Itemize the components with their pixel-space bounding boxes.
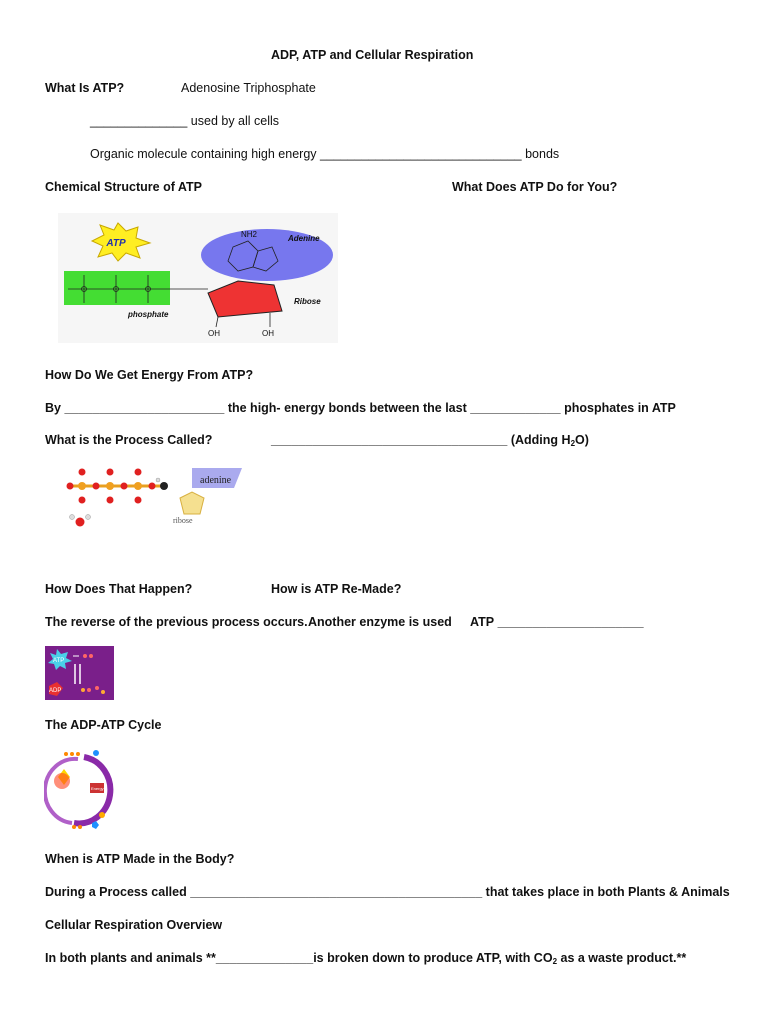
fill-blank[interactable]: _____________________________ [320, 147, 522, 161]
oh-label-2: OH [262, 329, 274, 338]
plants-mid: is broken down to produce ATP, with CO [313, 951, 553, 965]
used-by-all-cells-line [90, 113, 279, 129]
atp-blank-line [470, 614, 644, 630]
plants-end: as a waste product.** [557, 951, 687, 965]
atp-structure-diagram [58, 213, 338, 343]
page-title: ADP, ATP and Cellular Respiration [271, 48, 474, 62]
atp-label: ATP [53, 658, 65, 664]
water-oxygen [76, 518, 85, 527]
ribose-label: ribose [173, 516, 193, 525]
enzyme-text: Another enzyme is used [308, 615, 452, 629]
cycle-heading: The ADP-ATP Cycle [45, 718, 162, 732]
what-does-atp-heading: What Does ATP Do for You? [452, 180, 618, 194]
plants-prefix: In both plants and animals ** [45, 951, 216, 965]
by-end-text: phosphates in ATP [560, 401, 676, 415]
during-end-text: that takes place in both Plants & Animals [482, 885, 730, 899]
what-is-atp-answer: Adenosine Triphosphate [181, 81, 316, 95]
chem-structure-heading: Chemical Structure of ATP [45, 180, 202, 194]
plants-line [45, 950, 686, 966]
during-text: During a Process called [45, 885, 191, 899]
during-line [45, 884, 730, 900]
phosphate-label: phosphate [128, 310, 169, 319]
process-answer-line [271, 432, 589, 448]
when-heading: When is ATP Made in the Body? [45, 852, 235, 866]
high-energy-line [90, 146, 559, 162]
carbon-atom [160, 482, 168, 490]
by-line [45, 400, 676, 416]
atp-star-label: ATP [106, 238, 126, 249]
by-mid-text: the high- energy bonds between the last [224, 401, 471, 415]
adenine-label: adenine [200, 475, 232, 486]
fill-blank[interactable]: __________________________________________ [190, 885, 483, 899]
reverse-text: The reverse of the previous process occurs. [45, 615, 308, 629]
energy-heading: How Do We Get Energy From ATP? [45, 368, 254, 382]
fill-blank[interactable]: _____________ [470, 401, 561, 415]
fill-blank[interactable]: ______________ [215, 951, 314, 965]
atp-text: ATP [470, 615, 495, 629]
adp-atp-cycle-diagram [44, 745, 124, 833]
ribose-label: Ribose [294, 297, 321, 306]
how-happen-heading: How Does That Happen? [45, 582, 193, 596]
how-remade-heading: How is ATP Re-Made? [271, 582, 402, 596]
overview-heading: Cellular Respiration Overview [45, 918, 223, 932]
cycle-arrow-left [45, 759, 78, 823]
fill-blank[interactable]: ______________ [90, 114, 188, 128]
adp-label: ADP [49, 688, 62, 694]
process-note-suffix: O) [575, 433, 589, 447]
line-text: Organic molecule containing high energy [90, 147, 320, 161]
process-note: (Adding H [507, 433, 571, 447]
nh2-label: NH2 [241, 230, 258, 239]
process-note-sub: 2 [570, 439, 576, 448]
energy-label: Energy [91, 786, 104, 791]
phosphate-group-bar [64, 271, 170, 305]
what-is-atp-label: What Is ATP? [45, 81, 125, 95]
fill-blank[interactable]: __________________________________ [271, 433, 508, 447]
adenine-label: Adenine [288, 234, 320, 243]
hydrolysis-diagram [62, 462, 248, 536]
line-suffix: bonds [521, 147, 560, 161]
by-text: By [45, 401, 65, 415]
fill-blank[interactable]: _______________________ [64, 401, 225, 415]
ribose-shape [180, 492, 204, 514]
atp-remade-diagram [45, 646, 114, 700]
process-label: What is the Process Called? [45, 433, 213, 447]
oh-label-1: OH [208, 329, 220, 338]
fill-blank[interactable]: _____________________ [497, 615, 644, 629]
co2-sub: 2 [552, 957, 558, 966]
ribose-icon [93, 750, 99, 756]
line-text: used by all cells [187, 114, 280, 128]
